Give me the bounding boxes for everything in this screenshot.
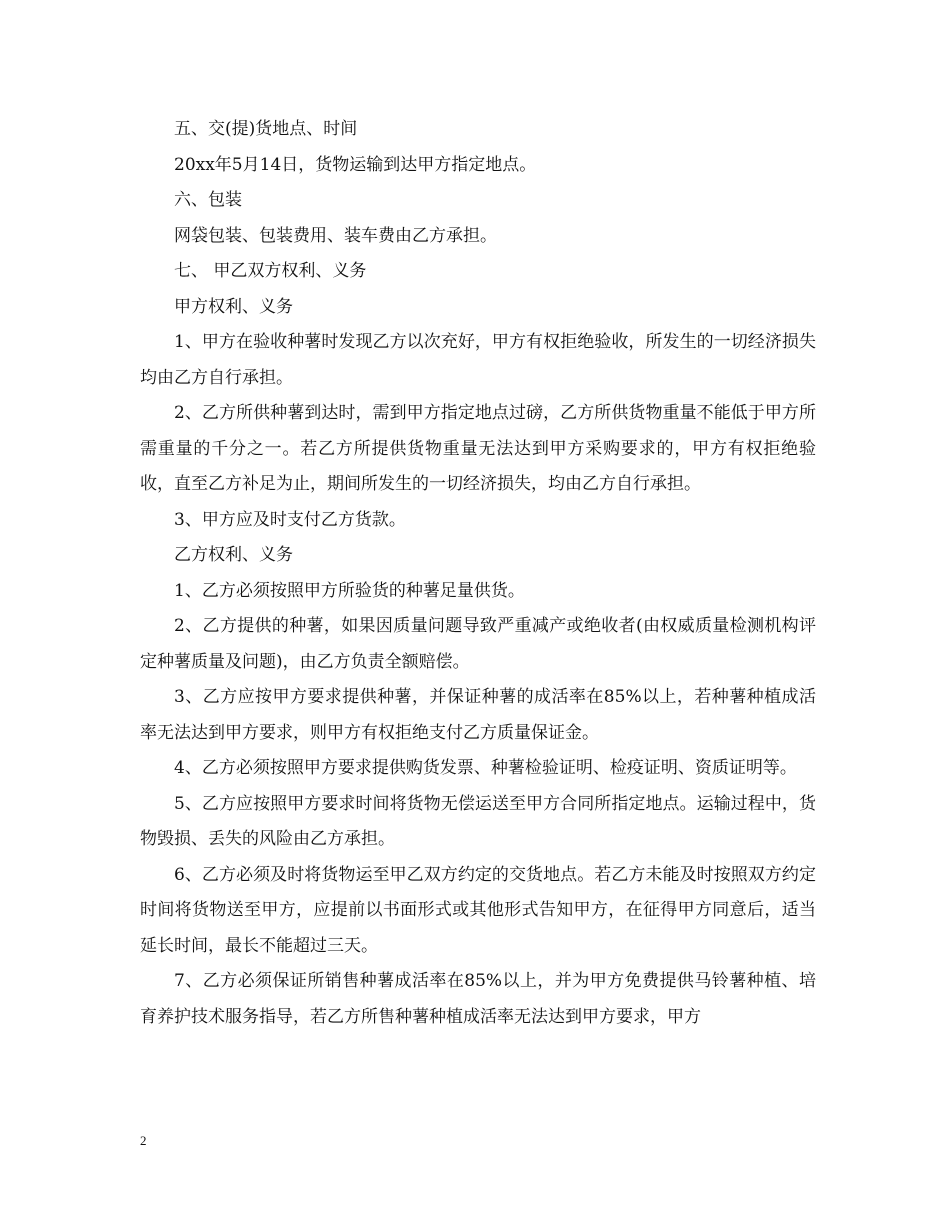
paragraph: 5、乙方应按照甲方要求时间将货物无偿运送至甲方合同所指定地点。运输过程中，货物毁损、丢失的风险由乙方承担。: [140, 793, 816, 849]
subheading-party-b: 乙方权利、义务: [174, 545, 293, 565]
paragraph: 1、乙方必须按照甲方所验货的种薯足量供货。: [174, 580, 525, 601]
section-heading-rights: 七、 甲乙双方权利、义务: [174, 261, 367, 281]
subheading-party-a: 甲方权利、义务: [174, 296, 293, 317]
paragraph: 网袋包装、包装费用、装车费由乙方承担。: [174, 225, 497, 246]
paragraph: 3、乙方应按甲方要求提供种薯，并保证种薯的成活率在85%以上，若种薯种植成活率无法达到甲方要求，则甲方有权拒绝支付乙方质量保证金。: [140, 687, 816, 743]
paragraph: 4、乙方必须按照甲方要求提供购货发票、种薯检验证明、检疫证明、资质证明等。: [174, 758, 797, 778]
paragraph: 20xx年5月14日，货物运输到达甲方指定地点。: [174, 154, 537, 175]
paragraph: 7、乙方必须保证所销售种薯成活率在85%以上，并为甲方免费提供马铃薯种植、培育养护技术服务指导，若乙方所售种薯种植成活率无法达到甲方要求，甲方: [140, 971, 816, 1027]
paragraph: 6、乙方必须及时将货物运至甲乙双方约定的交货地点。若乙方未能及时按照双方约定时间将货物送至甲方，应提前以书面形式或其他形式告知甲方，在征得甲方同意后，适当延长时间，最长不能超过三天。: [140, 864, 816, 956]
paragraph: 2、乙方提供的种薯，如果因质量问题导致严重减产或绝收者(由权威质量检测机构评定种薯质量及问题)，由乙方负责全额赔偿。: [140, 616, 816, 672]
section-heading-delivery: 五、交(提)货地点、时间: [174, 119, 358, 139]
paragraph: 1、甲方在验收种薯时发现乙方以次充好，甲方有权拒绝验收，所发生的一切经济损失均由乙方自行承担。: [140, 332, 816, 388]
paragraph: 3、甲方应及时支付乙方货款。: [174, 509, 406, 530]
paragraph: 2、乙方所供种薯到达时，需到甲方指定地点过磅，乙方所供货物重量不能低于甲方所需重量的千分之一。若乙方所提供货物重量无法达到甲方采购要求的，甲方有权拒绝验收，直至乙方补足为止，期间所发生的一切经济损失，均由乙方自行承担。: [140, 403, 816, 494]
document-body: [140, 112, 816, 1035]
section-heading-packaging: 六、包装: [174, 190, 242, 210]
page-number: 2: [140, 1133, 147, 1148]
